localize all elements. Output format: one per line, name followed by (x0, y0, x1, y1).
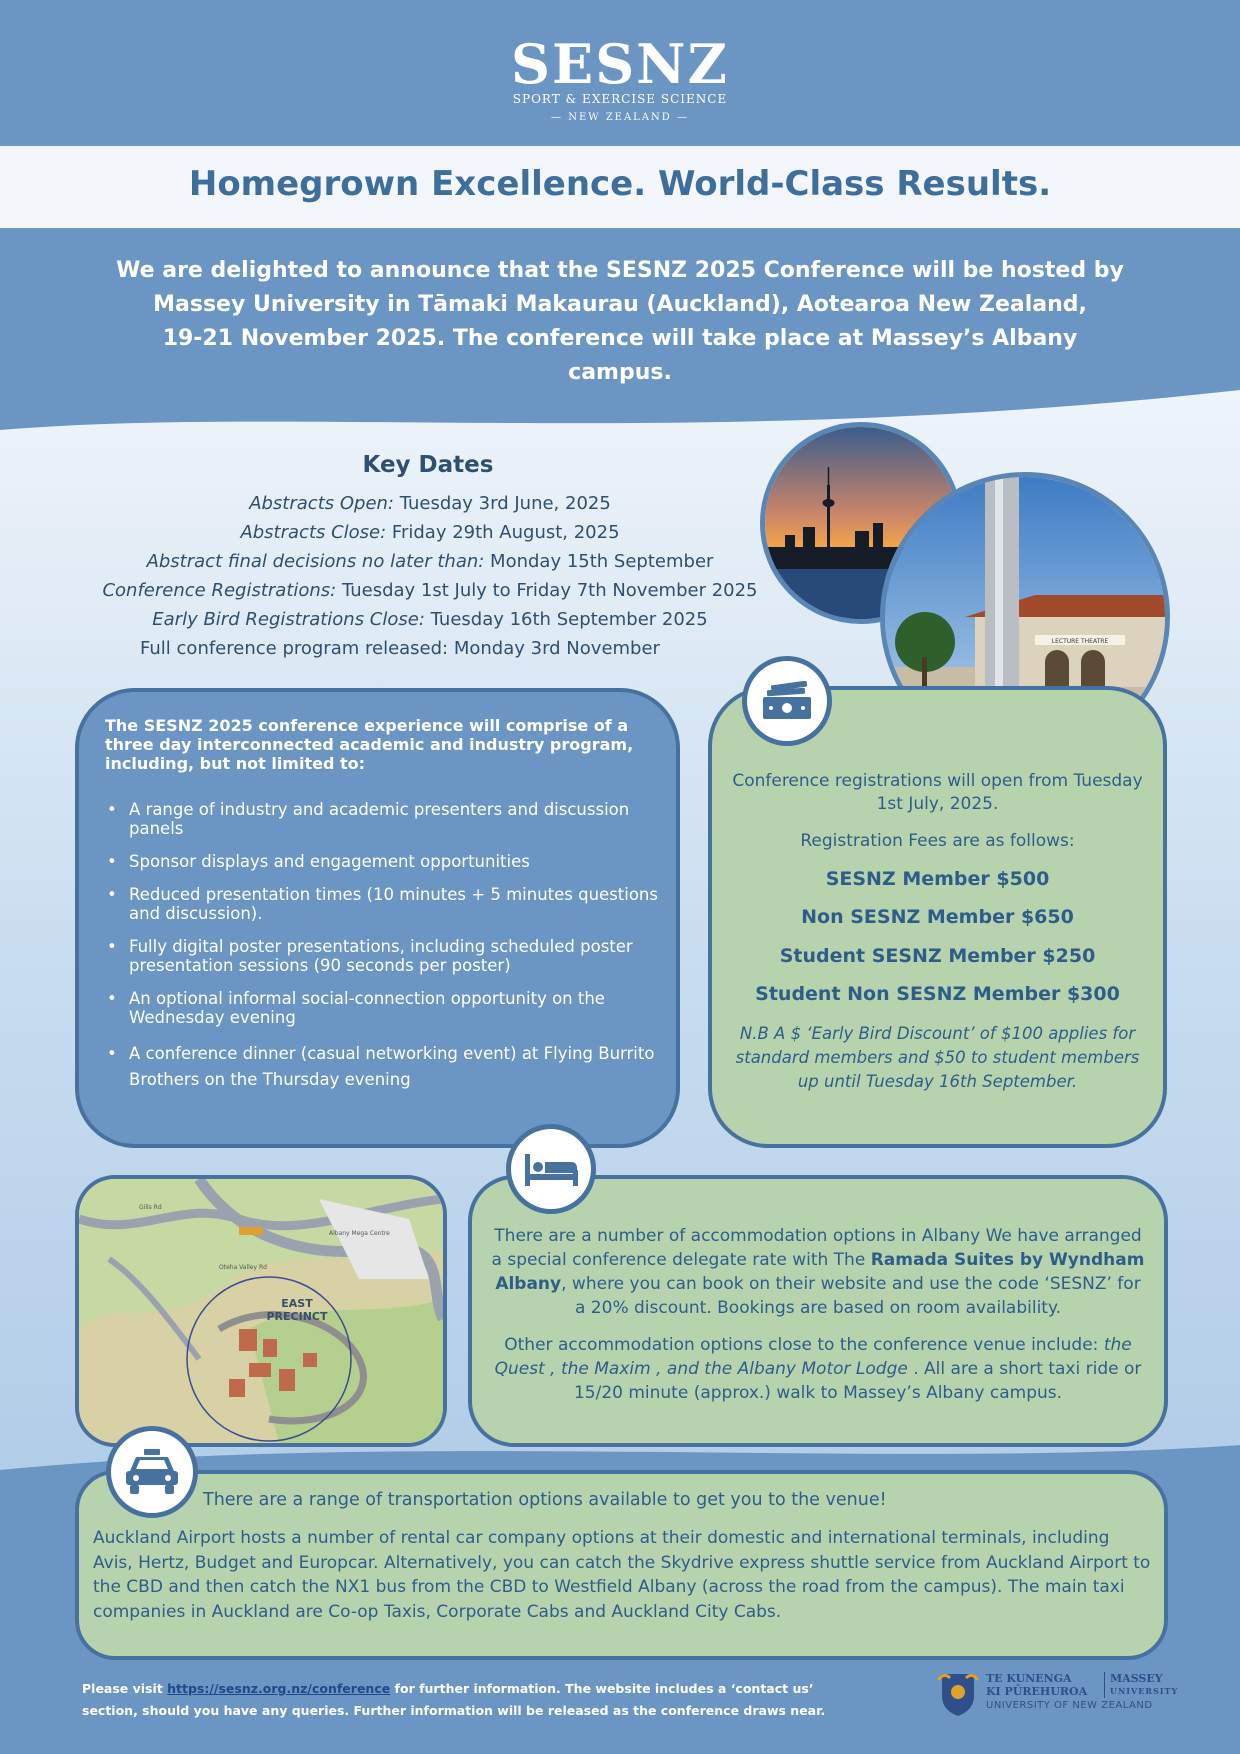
venue-sign-text: LECTURE THEATRE (1051, 638, 1109, 645)
fee-item: Non SESNZ Member $650 (801, 906, 1074, 928)
announcement-line: 19-21 November 2025. The conference will take place at Massey’s Albany campus. (162, 326, 1078, 385)
massey-crest-icon (936, 1670, 980, 1718)
bed-icon (506, 1124, 596, 1214)
sesnz-logo: SESNZ (511, 32, 729, 96)
key-dates-title: Key Dates (362, 452, 494, 478)
list-item: • A range of industry and academic presenters and discussion panels (105, 800, 665, 838)
list-item: • Reduced presentation times (10 minutes + 5 minutes questions and discussion). (105, 885, 665, 923)
key-date-item: Abstracts Open: Tuesday 3rd June, 2025 (249, 493, 611, 514)
accommodation-text-2: Other accommodation options close to the conference venue include: the Quest , the Maxim , and the Albany Motor Lodge . All are a short taxi ride or 15/20 minute (approx.) walk to Massey’s Albany campus. (494, 1335, 1142, 1403)
map-label-road: Oteha Valley Rd (219, 1264, 267, 1271)
fee-item: Student SESNZ Member $250 (779, 945, 1096, 967)
experience-intro: The SESNZ 2025 conference experience will comprise of a three day interconnected academic and industry program, including, but not limited to: (105, 716, 634, 773)
list-item: • An optional informal social-connection opportunity on the Wednesday evening (105, 989, 665, 1027)
list-item: • A conference dinner (casual networking event) at Flying Burrito Brothers on the Thursday evening (105, 1041, 665, 1093)
campus-map (75, 1175, 447, 1447)
taxi-icon-glyph (126, 1449, 178, 1495)
fee-item: Student Non SESNZ Member $300 (755, 983, 1120, 1005)
logo-country: — NEW ZEALAND — (551, 112, 689, 123)
hotel-name: Ramada Suites by Wyndham Albany (495, 1250, 1145, 1294)
money-icon-glyph (761, 681, 813, 721)
key-date-item: Abstracts Close: Friday 29th August, 2025 (240, 522, 620, 543)
map-label-road: Albany Mega Centre (329, 1230, 390, 1237)
announcement-line: We are delighted to announce that the SESNZ 2025 Conference will be hosted by (116, 258, 1124, 283)
fee-item: SESNZ Member $500 (825, 868, 1050, 890)
early-bird-note: N.B A $ ‘Early Bird Discount’ of $100 applies for standard members and $50 to student members up until Tuesday 16th September. (735, 1024, 1140, 1091)
registration-open-text: Conference registrations will open from Tuesday 1st July, 2025. (732, 771, 1143, 814)
transport-heading: There are a range of transportation options available to get you to the venue! (203, 1490, 887, 1510)
logo-country-text: NEW ZEALAND (568, 112, 672, 123)
taxi-icon (106, 1426, 198, 1518)
key-date-item: Full conference program released: Monday 3rd November (140, 638, 660, 659)
massey-divider (1104, 1672, 1105, 1698)
key-date-item: Early Bird Registrations Close: Tuesday 16th September 2025 (152, 609, 708, 630)
bed-icon-glyph (523, 1150, 579, 1188)
transport-body: Auckland Airport hosts a number of rental car company options at their domestic and international terminals, including Avis, Hertz, Budget and Europcar. Alternatively, you can catch the Skydrive express shuttle service from Auckland Airport to the CBD and then catch the NX1 bus from the CBD to Westfield Albany (across the road from the campus). The main taxi companies in Auckland are Co-op Taxis, Corporate Cabs and Auckland City Cabs. (93, 1528, 1151, 1622)
map-illustration (79, 1179, 443, 1443)
announcement (110, 254, 1130, 390)
registration-fees-intro: Registration Fees are as follows: (800, 831, 1075, 851)
experience-list (105, 800, 665, 1107)
massey-maori-name: TE KUNENGA KI PŪREHUROA (986, 1672, 1088, 1698)
massey-english-name: MASSEY UNIVERSITY (1110, 1672, 1179, 1696)
announcement-line: Massey University in Tāmaki Makaurau (Auckland), Aotearoa New Zealand, (153, 292, 1087, 317)
page-title: Homegrown Excellence. World-Class Results. (188, 164, 1052, 204)
logo-subtitle: SPORT & EXERCISE SCIENCE (512, 92, 728, 106)
accommodation-text-1: There are a number of accommodation options in Albany We have arranged a special conference delegate rate with The Ramada Suites by Wyndham Albany, where you can book on their website and use the code ‘SESNZ’ for a 20% discount. Bookings are based on room availability. (491, 1226, 1145, 1318)
key-date-item: Abstract final decisions no later than: Monday 15th September (146, 551, 714, 572)
map-label-precinct: PRECINCT (266, 1310, 328, 1323)
key-dates-list (60, 489, 800, 663)
massey-full-name: UNIVERSITY OF NEW ZEALAND (986, 1700, 1153, 1711)
key-date-item: Conference Registrations: Tuesday 1st July to Friday 7th November 2025 (102, 580, 758, 601)
list-item: • Sponsor displays and engagement opportunities (105, 852, 665, 871)
footer-text: Please visit https://sesnz.org.nz/conference for further information. The website includes a ‘contact us’ section, should you have any queries. Further information will be released as the conference draws near. (82, 1681, 826, 1718)
map-label-east: EAST (281, 1297, 313, 1310)
map-label-road: Gills Rd (139, 1204, 162, 1211)
money-icon (742, 656, 832, 746)
conference-link[interactable]: https://sesnz.org.nz/conference (167, 1681, 391, 1696)
list-item: • Fully digital poster presentations, including scheduled poster presentation sessions (90 seconds per poster) (105, 937, 665, 975)
